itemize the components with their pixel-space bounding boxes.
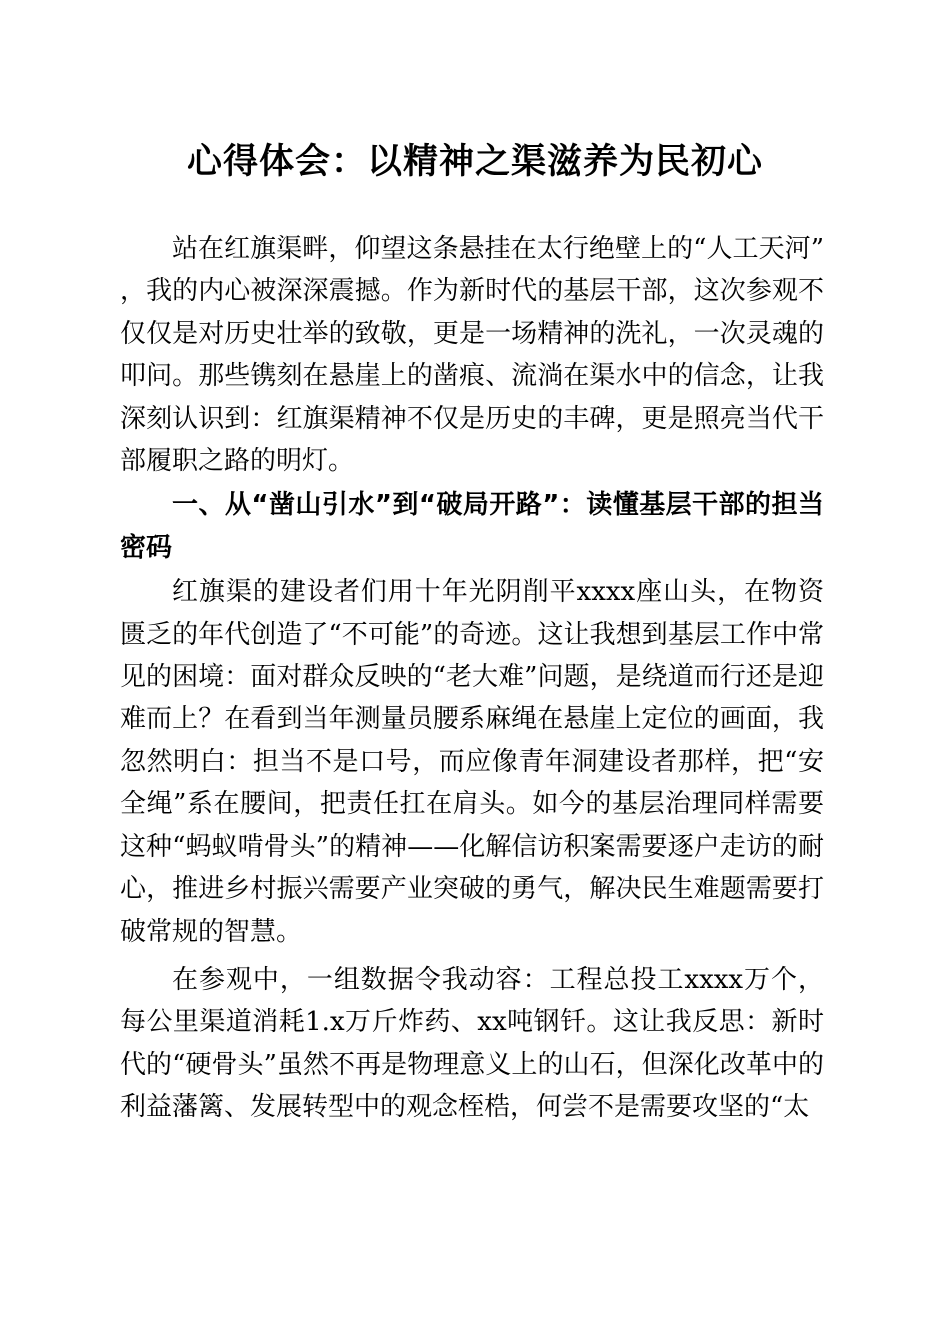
section-1-paragraph-2: 在参观中，一组数据令我动容：工程总投工xxxx万个，每公里渠道消耗1.x万斤炸药、xx吨钢钎。这让我反思：新时代的“硬骨头”虽然不再是物理意义上的山石，但深化改革中的利益藩篱、发展转型中的观念桎梏，何尝不是需要攻坚的“太 (120, 964, 824, 1123)
section-heading-1: 一、从“凿山引水”到“破局开路”：读懂基层干部的担当密码 (120, 490, 824, 563)
document-body (120, 228, 824, 1129)
section-1-paragraph-1: 红旗渠的建设者们用十年光阴削平xxxx座山头，在物资匮乏的年代创造了“不可能”的奇迹。这让我想到基层工作中常见的困境：面对群众反映的“老大难”问题，是绕道而行还是迎难而上？在看到当年测量员腰系麻绳在悬崖上定位的画面，我忽然明白：担当不是口号，而应像青年洞建设者那样，把“安全绳”系在腰间，把责任扛在肩头。如今的基层治理同样需要这种“蚂蚁啃骨头”的精神——化解信访积案需要逐户走访的耐心，推进乡村振兴需要产业突破的勇气，解决民生难题需要打破常规的智慧。 (120, 577, 824, 947)
intro-paragraph: 站在红旗渠畔，仰望这条悬挂在太行绝壁上的“人工天河”，我的内心被深深震撼。作为新时代的基层干部，这次参观不仅仅是对历史壮举的致敬，更是一场精神的洗礼，一次灵魂的叩问。那些镌刻在悬崖上的凿痕、流淌在渠水中的信念，让我深刻认识到：红旗渠精神不仅是历史的丰碑，更是照亮当代干部履职之路的明灯。 (120, 234, 824, 477)
document-title: 心得体会：以精神之渠滋养为民初心 (186, 142, 763, 182)
